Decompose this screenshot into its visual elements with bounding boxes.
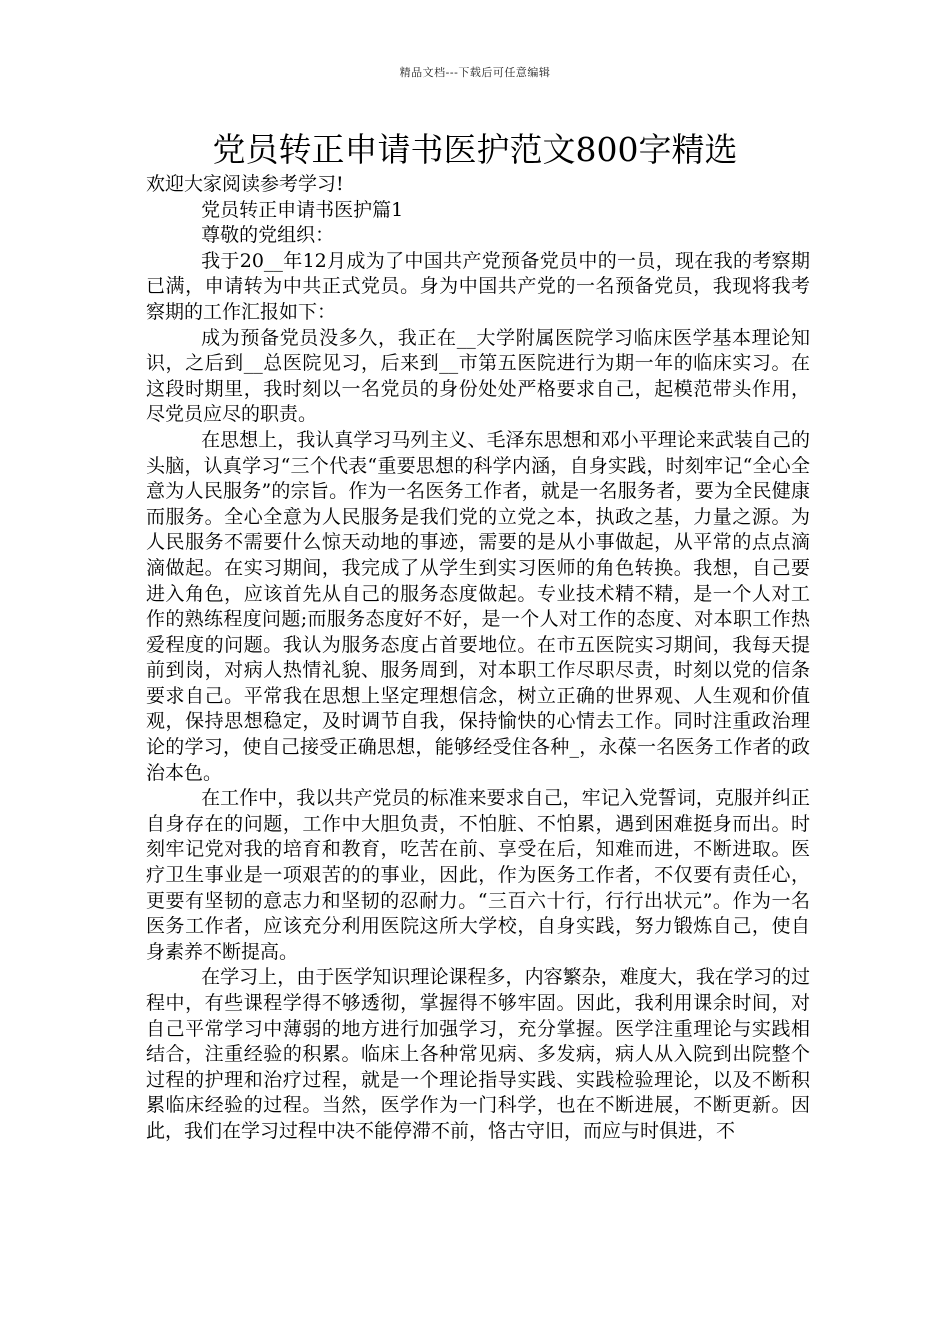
- document-body: [146, 172, 810, 1145]
- paragraph-background: 成为预备党员没多久，我正在__大学附属医院学习临床医学基本理论知识，之后到__总医院见习，后来到__市第五医院进行为期一年的临床实习。在这段时期里，我时刻以一名党员的身份处处严格要求自己，起模范带头作用，尽党员应尽的职责。: [146, 326, 810, 426]
- paragraph-thought: 在思想上，我认真学习马列主义、毛泽东思想和邓小平理论来武装自己的头脑，认真学习“三个代表“重要思想的科学内涵，自身实践，时刻牢记“全心全意为人民服务”的宗旨。作为一名医务工作者，就是一名服务者，要为全民健康而服务。全心全意为人民服务是我们党的立党之本，执政之基，力量之源。为人民服务不需要什么惊天动地的事迹，需要的是从小事做起，从平常的点点滴滴做起。在实习期间，我完成了从学生到实习医师的角色转换。我想，自己要进入角色，应该首先从自己的服务态度做起。专业技术精不精，是一个人对工作的熟练程度问题;而服务态度好不好，是一个人对工作的态度、对本职工作热爱程度的问题。我认为服务态度占首要地位。在市五医院实习期间，我每天提前到岗，对病人热情礼貌、服务周到，对本职工作尽职尽责，时刻以党的信条要求自己。平常我在思想上坚定理想信念，树立正确的世界观、人生观和价值观，保持思想稳定，及时调节自我，保持愉快的心情去工作。同时注重政治理论的学习，使自己接受正确思想，能够经受住各种_，永葆一名医务工作者的政治本色。: [146, 428, 810, 784]
- paragraph-study: 在学习上，由于医学知识理论课程多，内容繁杂，难度大，我在学习的过程中，有些课程学得不够透彻，掌握得不够牢固。因此，我利用课余时间，对自己平常学习中薄弱的地方进行加强学习，充分掌握。医学注重理论与实践相结合，注重经验的积累。临床上各种常见病、多发病，病人从入院到出院整个过程的护理和治疗过程，就是一个理论指导实践、实践检验理论，以及不断积累临床经验的过程。当然，医学作为一门科学，也在不断进展，不断更新。因此，我们在学习过程中决不能停滞不前，恪古守旧，而应与时俱进，不: [146, 966, 810, 1142]
- paragraph-greeting: 欢迎大家阅读参考学习!: [146, 173, 344, 195]
- paragraph-intro: 我于20__年12月成为了中国共产党预备党员中的一员，现在我的考察期已满，申请转为中共正式党员。身为中国共产党的一名预备党员，我现将我考察期的工作汇报如下：: [146, 249, 810, 323]
- paragraph-salutation: 尊敬的党组织：: [201, 224, 335, 247]
- paragraph-work: 在工作中，我以共产党员的标准来要求自己，牢记入党誓词，克服并纠正自身存在的问题，工作中大胆负责，不怕脏、不怕累，遇到困难挺身而出。时刻牢记党对我的培育和教育，吃苦在前、享受在后，知难而进，不断进取。医疗卫生事业是一项艰苦的的事业，因此，作为医务工作者，不仅要有责任心，更要有坚韧的意志力和坚韧的忍耐力。“三百六十行，行行出状元”。作为一名医务工作者，应该充分利用医院这所大学校，自身实践，努力锻炼自己，使自身素养不断提高。: [146, 787, 810, 963]
- paragraph-subtitle: 党员转正申请书医护篇1: [201, 198, 404, 221]
- header-note: 精品文档---下载后可任意编辑: [399, 66, 551, 79]
- document-title: 党员转正申请书医护范文800字精选: [212, 130, 738, 169]
